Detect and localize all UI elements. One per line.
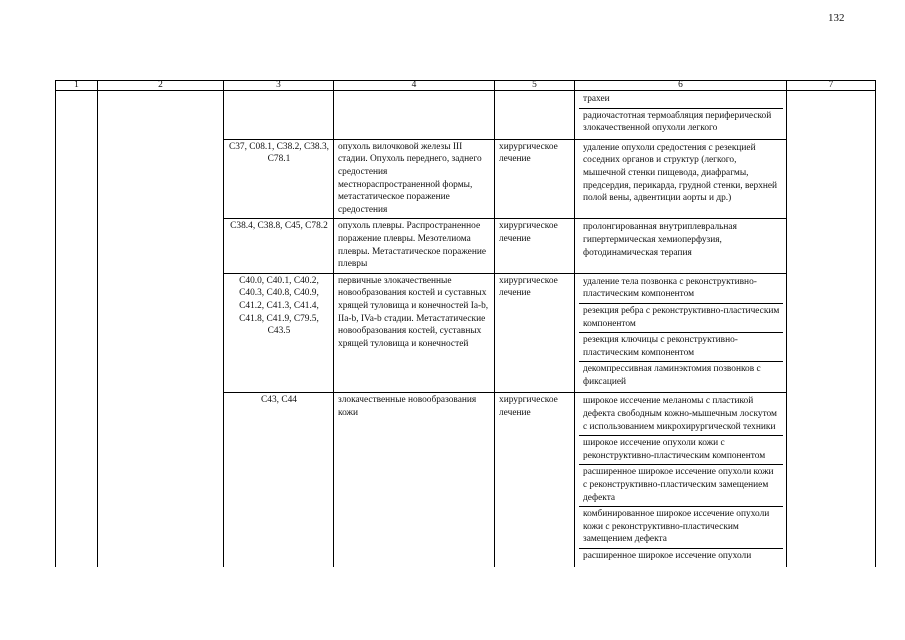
method-item: широкое иссечение опухоли кожи с реконструктивно-пластическим компонентом (579, 436, 783, 465)
col2-cell (98, 91, 224, 567)
method-item: удаление опухоли средостения с резекцией соседних органов и структур (легкого, мышечной стенки пищевода, диафрагмы, предсердия, перикарда, грудной стенки, верхней полой вены, адвентиции аорты и др.) (583, 142, 778, 204)
header-col-3: 3 (224, 81, 334, 91)
methods-cell (575, 139, 787, 219)
codes-cell: C43, C44 (224, 393, 334, 567)
methods-cell (575, 273, 787, 393)
methods-cell (575, 219, 787, 273)
method-item: комбинированное широкое иссечение опухоли кожи с реконструктивно-пластическим замещением дефекта (579, 507, 783, 549)
method-item: радиочастотная термоабляция периферической злокачественной опухоли легкого (583, 110, 772, 134)
method-item: удаление тела позвонка с реконструктивно-пластическим компонентом (579, 275, 783, 304)
header-row (56, 81, 876, 91)
treatment-cell: хирургическое лечение (495, 273, 575, 393)
treatment-cell (495, 91, 575, 140)
diagnosis-cell: первичные злокачественные новообразования костей и суставных хрящей туловища и конечностей Ia-b, IIa-b, IVa-b стадии. Метастатические новообразования костей, суставных хрящей туловища и конечностей (334, 273, 495, 393)
method-item: резекция ключицы с реконструктивно-пластическим компонентом (579, 333, 783, 362)
codes-cell: C38.4, C38.8, C45, C78.2 (224, 219, 334, 273)
codes-cell: C37, C08.1, C38.2, C38.3, C78.1 (224, 139, 334, 219)
medical-care-table (55, 80, 876, 567)
col1-cell (56, 91, 98, 567)
treatment-cell: хирургическое лечение (495, 219, 575, 273)
header-col-5: 5 (495, 81, 575, 91)
methods-cell (575, 91, 787, 140)
method-item: расширенное широкое иссечение опухоли (583, 551, 752, 561)
col7-cell (787, 91, 876, 567)
method-item: широкое иссечение меланомы с пластикой дефекта свободным кожно-мышечным лоскутом с использованием микрохирургической техники (579, 394, 783, 436)
treatment-cell: хирургическое лечение (495, 139, 575, 219)
method-item: резекция ребра с реконструктивно-пластическим компонентом (579, 304, 783, 333)
methods-cell (575, 393, 787, 567)
header-col-7: 7 (787, 81, 876, 91)
page-number: 132 (828, 12, 845, 24)
diagnosis-cell: опухоль плевры. Распространенное поражение плевры. Мезотелиома плевры. Метастатическое поражение плевры (334, 219, 495, 273)
codes-cell (224, 91, 334, 140)
diagnosis-cell: злокачественные новообразования кожи (334, 393, 495, 567)
header-col-2: 2 (98, 81, 224, 91)
header-col-4: 4 (334, 81, 495, 91)
treatment-cell: хирургическое лечение (495, 393, 575, 567)
method-item: пролонгированная внутриплевральная гипертермическая хемиоперфузия, фотодинамическая терапия (583, 222, 737, 258)
header-col-6: 6 (575, 81, 787, 91)
diagnosis-cell: опухоль вилочковой железы III стадии. Опухоль переднего, заднего средостения местнораспространенной формы, метастатическое поражение средостения (334, 139, 495, 219)
method-item: декомпрессивная ламинэктомия позвонков с фиксацией (583, 364, 761, 387)
diagnosis-cell (334, 91, 495, 140)
header-col-1: 1 (56, 81, 98, 91)
method-item: трахеи (579, 92, 783, 109)
method-item: расширенное широкое иссечение опухоли кожи с реконструктивно-пластическим замещением дефекта (579, 465, 783, 507)
table-row-continued (56, 91, 876, 140)
codes-cell: C40.0, C40.1, C40.2, C40.3, C40.8, C40.9, C41.2, C41.3, C41.4, C41.8, C41.9, C79.5, C43.5 (224, 273, 334, 393)
